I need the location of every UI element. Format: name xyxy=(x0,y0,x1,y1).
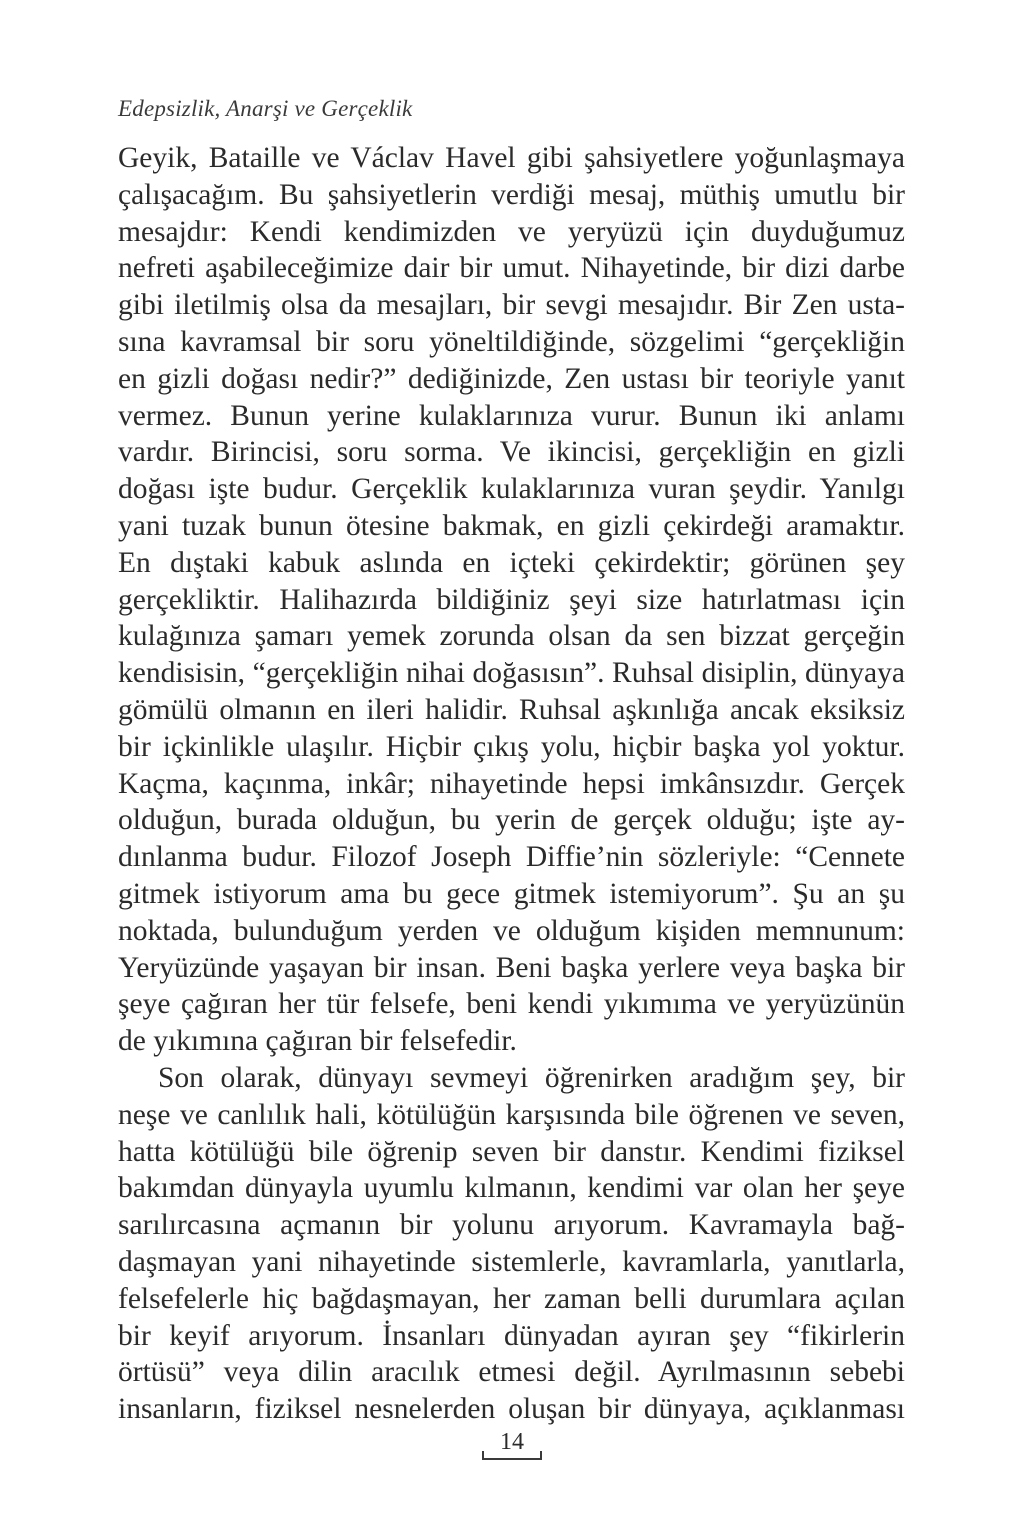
text-line: vermez. Bunun yerine kulaklarınıza vurur. Bunun iki anlamı xyxy=(118,399,905,432)
text-line: vardır. Birincisi, soru sorma. Ve ikincisi, gerçekliğin en gizli xyxy=(118,436,905,469)
text-line: mesajdır: Kendi kendimizden ve yeryüzü için duyduğumuz xyxy=(118,215,905,248)
text-line: sarılırcasına açmanın bir yolunu arıyorum. Kavramayla bağ- xyxy=(118,1209,905,1242)
text-line: hatta kötülüğü bile öğrenip seven bir danstır. Kendimi fiziksel xyxy=(118,1135,905,1168)
text-line: daşmayan yani nihayetinde sistemlerle, kavramlarla, yanıtlarla, xyxy=(118,1245,905,1278)
text-line: nefreti aşabileceğimize dair bir umut. Nihayetinde, bir dizi darbe xyxy=(118,252,905,285)
text-line: dınlanma budur. Filozof Joseph Diffie’nin sözleriyle: “Cennete xyxy=(118,841,905,874)
text-line: bir keyif arıyorum. İnsanları dünyadan ayıran şey “fikirlerin xyxy=(118,1319,905,1352)
page-footer xyxy=(0,1429,1024,1460)
text-line: En dıştaki kabuk aslında en içteki çekirdektir; görünen şey xyxy=(118,546,905,579)
text-line: noktada, bulunduğum yerden ve olduğum kişiden memnunum: xyxy=(118,914,905,947)
text-line: doğası işte budur. Gerçeklik kulaklarınıza vuran şeydir. Yanılgı xyxy=(118,473,905,506)
text-line: Yeryüzünde yaşayan bir insan. Beni başka yerlere veya başka bir xyxy=(118,951,905,984)
text-line: neşe ve canlılık hali, kötülüğün karşısında bile öğrenen ve seven, xyxy=(118,1098,905,1131)
text-line-paragraph-start: Son olarak, dünyayı sevmeyi öğrenirken aradığım şey, bir xyxy=(158,1061,905,1094)
text-line: yani tuzak bunun ötesine bakmak, en gizli çekirdeği aramaktır. xyxy=(118,509,905,542)
text-line-paragraph-end: de yıkımına çağıran bir felsefedir. xyxy=(118,1025,517,1058)
running-header: Edepsizlik, Anarşi ve Gerçeklik xyxy=(118,96,413,121)
text-line: örtüsü” veya dilin aracılık etmesi değil. Ayrılmasının sebebi xyxy=(118,1356,905,1389)
text-line: en gizli doğası nedir?” dediğinizde, Zen ustası bir teoriyle yanıt xyxy=(118,362,905,395)
text-line: olduğun, burada olduğun, bu yerin de gerçek olduğu; işte ay- xyxy=(118,804,905,837)
text-line: Geyik, Bataille ve Václav Havel gibi şahsiyetlere yoğunlaşmaya xyxy=(118,142,905,174)
text-line: kulağınıza şamarı yemek zorunda olsan da sen bizzat gerçeğin xyxy=(118,620,905,653)
text-line: bir içkinlikle ulaşılır. Hiçbir çıkış yolu, hiçbir başka yol yoktur. xyxy=(118,730,905,763)
text-line: gerçekliktir. Halihazırda bildiğiniz şeyi size hatırlatması için xyxy=(118,583,905,616)
text-line: gitmek istiyorum ama bu gece gitmek istemiyorum”. Şu an şu xyxy=(118,877,905,910)
text-line: şeye çağıran her tür felsefe, beni kendi yıkımıma ve yeryüzünün xyxy=(118,988,905,1021)
text-line: gibi iletilmiş olsa da mesajları, bir sevgi mesajıdır. Bir Zen usta- xyxy=(118,289,905,322)
text-line: felsefelerle hiç bağdaşmayan, her zaman belli durumlara açılan xyxy=(118,1282,905,1315)
text-line: sına kavramsal bir soru yöneltildiğinde, sözgelimi “gerçekliğin xyxy=(118,325,905,358)
text-line: kendisisin, “gerçekliğin nihai doğasısın”. Ruhsal disiplin, dünyaya xyxy=(118,657,905,690)
text-line: gömülü olmanın en ileri halidir. Ruhsal aşkınlığa ancak eksiksiz xyxy=(118,693,905,726)
text-line: insanların, fiziksel nesnelerden oluşan bir dünyaya, açıklanması xyxy=(118,1393,905,1426)
text-line: Kaçma, kaçınma, inkâr; nihayetinde hepsi imkânsızdır. Gerçek xyxy=(118,767,905,800)
body-text xyxy=(118,140,905,1428)
text-line: bakımdan dünyayla uyumlu kılmanın, kendimi var olan her şeye xyxy=(118,1172,905,1205)
page-number: 14 xyxy=(482,1429,542,1460)
text-line: çalışacağım. Bu şahsiyetlerin verdiği mesaj, müthiş umutlu bir xyxy=(118,178,905,211)
